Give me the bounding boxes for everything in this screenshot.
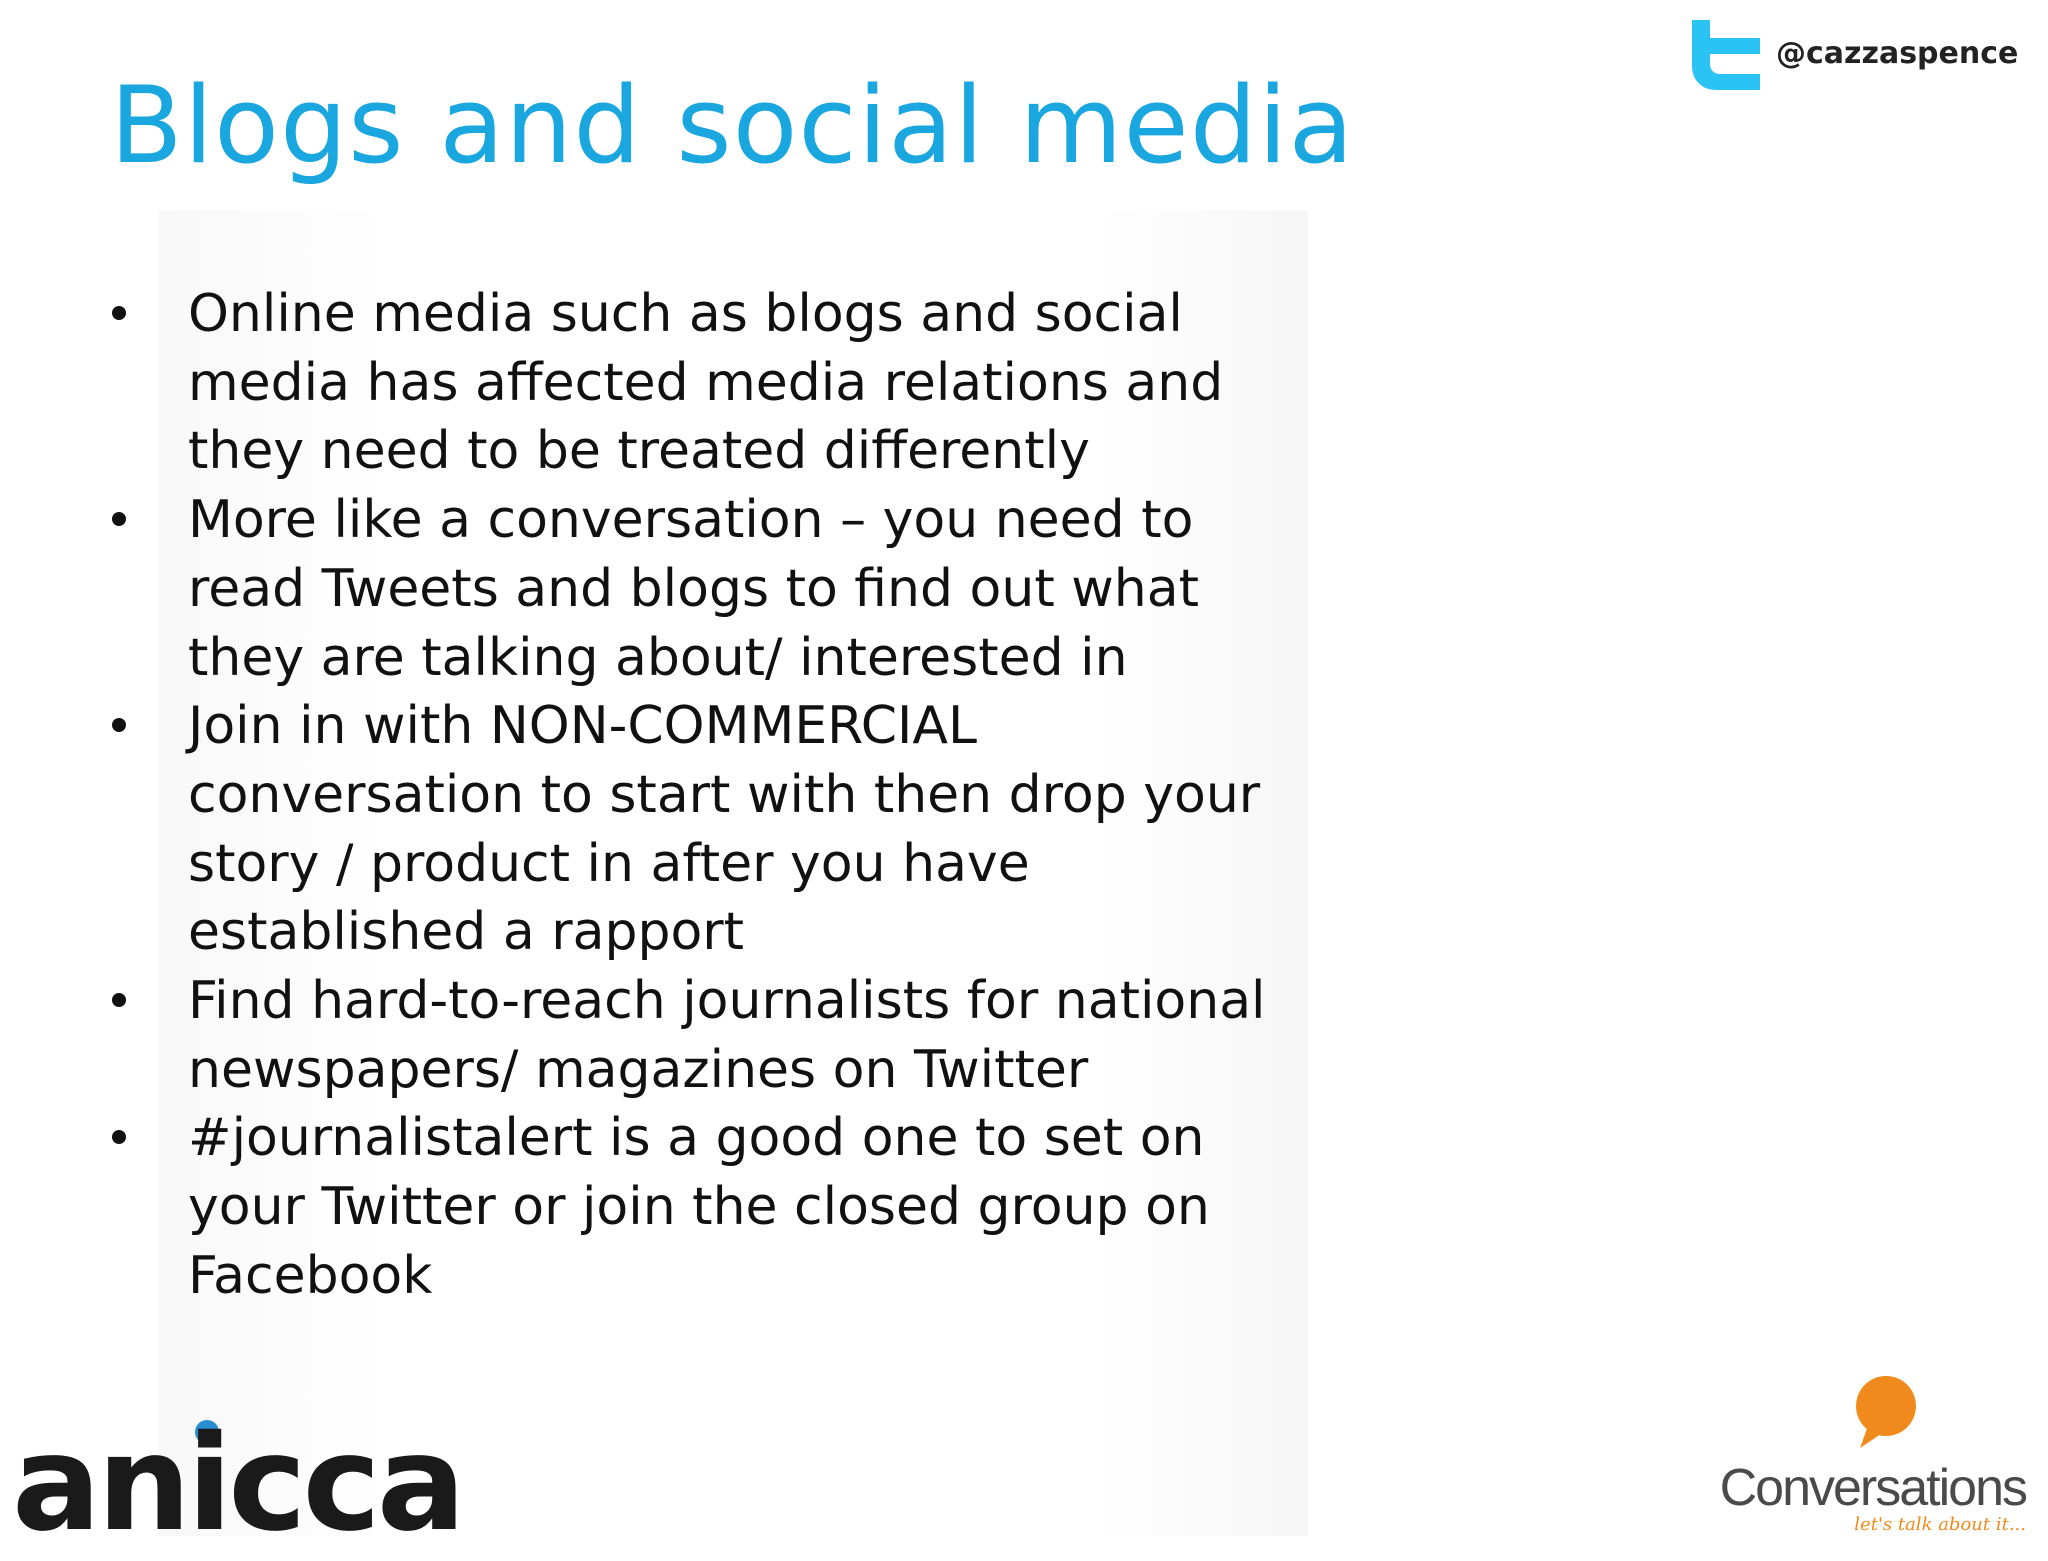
bullet-line: your Twitter or join the closed group on [188,1177,1210,1238]
bullet-line: story / product in after you have [188,833,1030,894]
speech-bubble-icon [1850,1374,1920,1450]
bullet-dot [112,1130,126,1144]
bullet-line: they need to be treated differently [188,421,1090,482]
bullet-dot [112,718,126,732]
bullet-line: Find hard-to-reach journalists for national [188,971,1266,1032]
bullet-item [108,486,1338,692]
bullet-line: newspapers/ magazines on Twitter [188,1039,1089,1100]
bullet-line: conversation to start with then drop your [188,764,1261,825]
bullet-item [108,692,1338,967]
bullet-item [108,1104,1338,1310]
bullet-list [108,280,1338,1311]
twitter-handle: @cazzaspence [1776,36,2019,71]
bullet-line: established a rapport [188,902,745,963]
bullet-item [108,280,1338,486]
bullet-line: #journalistalert is a good one to set on [188,1108,1205,1169]
bullet-line: read Tweets and blogs to find out what [188,558,1199,619]
slide-title: Blogs and social media [110,64,1355,187]
bullet-line: Join in with NON-COMMERCIAL [188,696,977,757]
conversations-tagline: let's talk about it... [1854,1514,2026,1535]
anicca-logo [12,1407,482,1561]
twitter-icon [1688,16,1764,90]
bullet-line: Online media such as blogs and social [188,284,1183,344]
anicca-logo-text: anicca [12,1407,462,1561]
conversations-logo-text: Conversations [1719,1459,2026,1517]
bullet-line: they are talking about/ interested in [188,627,1128,688]
twitter-badge [1688,16,2038,90]
conversations-logo [1700,1368,2040,1536]
bullet-dot [112,306,126,320]
bullet-line: More like a conversation – you need to [188,490,1194,551]
bullet-dot [112,512,126,526]
bullet-dot [112,993,126,1007]
bullet-line: media has affected media relations and [188,352,1224,413]
bullet-line: Facebook [188,1245,433,1306]
bullet-item [108,967,1338,1104]
